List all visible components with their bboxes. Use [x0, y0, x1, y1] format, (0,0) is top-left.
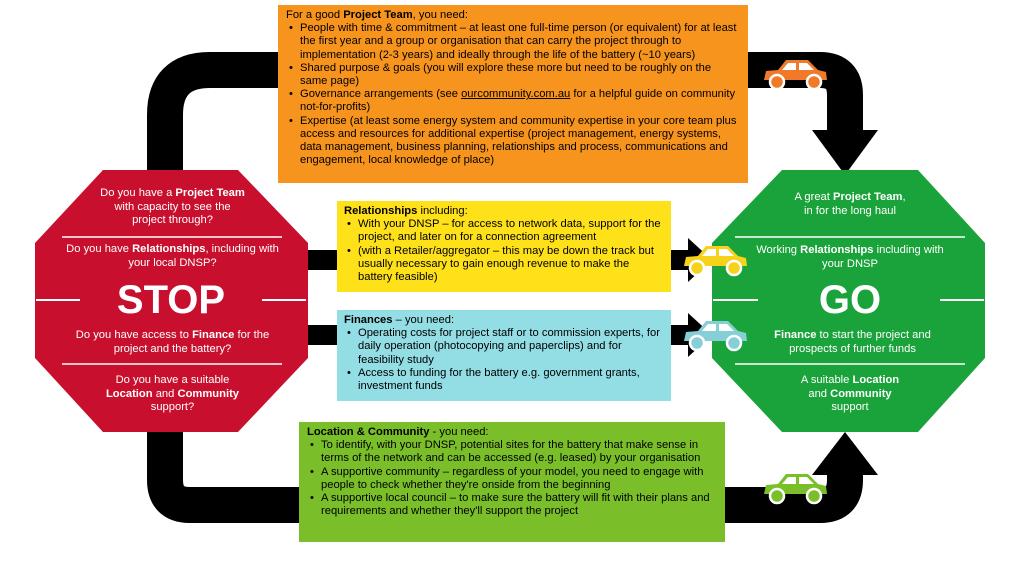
finances-bullet-2: • Access to funding for the battery e.g. government grants, investment funds — [358, 367, 666, 393]
project-team-bullet-3: • Governance arrangements (see ourcommunity.com.au for a helpful guide on community not-for-profits) — [300, 88, 741, 114]
relationships-bullet-2: • (with a Retailer/aggregator – this may be down the track but usually necessary to gain enough revenue to make the battery feasible) — [358, 245, 666, 285]
location-bullet-3: • A supportive local council – to make sure the battery will fit with their plans and requirements and whether they'll support the project — [321, 492, 720, 518]
car-orange-icon — [760, 56, 830, 92]
location-intro: Location & Community - you need: — [307, 426, 489, 438]
finances-box — [337, 310, 671, 401]
location-bullet-1: • To identify, with your DNSP, potential sites for the battery that make sense in terms of the network and can be accessed (e.g. leased) by your organisation — [321, 439, 720, 465]
project-team-bullet-1: • People with time & commitment – at least one full-time person (or equivalent) for at least the first year and a group or organisation that can carry the project through to implementation (2-3 years) and ideally through the life of the battery (~10 years) — [300, 22, 741, 62]
location-bullet-2: • A supportive community – regardless of your model, you need to engage with people to check whether they're onside from the beginning — [321, 466, 720, 492]
project-team-bullet-2: • Shared purpose & goals (you will explore these more but need to be roughly on the same page) — [300, 62, 741, 88]
stop-question-finance: Do you have access to Finance for the project and the battery? — [75, 329, 270, 355]
top-arrow-head — [812, 130, 878, 175]
stop-question-team: Do you have a Project Team with capacity to see the project through? — [100, 187, 245, 226]
relationships-bullet-1: • With your DNSP – for access to network data, support for the project, and later on for a connection agreement — [358, 218, 666, 244]
go-item-location: A suitable Location and Community support — [800, 374, 900, 413]
finances-intro: Finances – you need: — [344, 314, 455, 326]
go-label: GO — [818, 278, 882, 322]
relationships-box — [337, 201, 671, 292]
car-yellow-icon — [680, 242, 750, 278]
bottom-arrow-head — [812, 432, 878, 475]
stop-question-location: Do you have a suitable Location and Community support? — [105, 374, 240, 413]
go-item-team: A great Project Team, in for the long haul — [794, 191, 906, 217]
relationships-intro: Relationships including: — [344, 205, 468, 217]
project-team-box — [278, 5, 748, 183]
go-item-relationships: Working Relationships including with your DNSP — [756, 244, 944, 270]
location-community-box — [299, 422, 725, 542]
project-team-intro: For a good Project Team, you need: — [286, 9, 469, 21]
stop-label: STOP — [116, 278, 226, 322]
project-team-bullet-4: • Expertise (at least some energy system and community expertise in your core team plus access and resources for additional expertise (project management, energy systems, data management, business planning, relationships and process, communications and engagement, local knowledge of place) — [300, 115, 741, 168]
go-item-finance: Finance to start the project and prospects of further funds — [774, 329, 931, 355]
car-blue-icon — [680, 317, 750, 353]
car-green-icon — [760, 470, 830, 506]
finances-bullet-1: • Operating costs for project staff or to commission experts, for daily operation (photocopying and paperclips) and for feasibility study — [358, 327, 666, 367]
stop-question-relationships: Do you have Relationships, including with your local DNSP? — [66, 243, 279, 269]
ourcommunity-link[interactable]: ourcommunity.com.au — [461, 88, 571, 101]
